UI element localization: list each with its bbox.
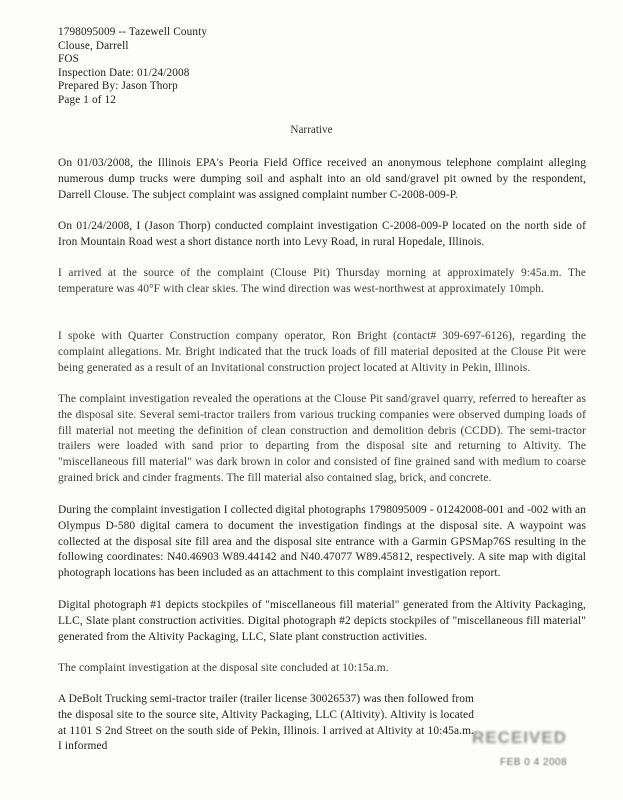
paragraph-investigation-findings: The complaint investigation revealed the operations at the Clouse Pit sand/gravel quarry, referred to hereafter as the disposal site. Several semi-tractor trailers from various trucking companies were observed dumping loads of fill material not meeting the definition of clean construction and demolition debris (CCDD). The semi-tractor trailers were loaded with sand prior to departing from the disposal site and returning to Altivity. The "miscellaneous fill material" was dark brown in color and consisted of fine grained sand with medium to coarse grained brick and cinder fragments. The fill material also contained slag, brick, and concrete. [58,393,586,484]
paragraph-investigation-concluded: The complaint investigation at the disposal site concluded at 10:15a.m. [58,662,389,674]
inspection-date-line: Inspection Date: 01/24/2008 [58,66,190,79]
paragraph-investigation-location: On 01/24/2008, I (Jason Thorp) conducted complaint investigation C-2008-009-P located on the north side of Iron Mountain Road west a short distance north into Levy Road, in rural Hopedale, Illinois. [58,220,586,248]
page-number-line: Page 1 of 12 [58,93,117,106]
paragraph-photographs-gps: During the complaint investigation I collected digital photographs 1798095009 - 01242008-001 and -002 with an Olympus D-580 digital camera to document the investigation findings at the disposal site. A waypoint was collected at the disposal site fill area and the disposal site entrance with a Garmin GPSMap76S resulting in the following coordinates: N40.46903 W89.44142 and N40.47077 W89.45812, respectively. A site map with digital photograph locations has been included as an attachment to this complaint investigation report. [58,504,586,580]
section-title: Narrative [290,124,333,136]
paragraph-arrival-weather: I arrived at the source of the complaint (Clouse Pit) Thursday morning at approximately 9:45a.m. The temperature was 40°F with clear skies. The wind direction was west-northwest at approximately 10mph. [58,267,586,295]
respondent-line: Clouse, Darrell [58,39,129,52]
received-stamp-date: FEB 0 4 2008 [500,757,568,768]
site-id-line: 1798095009 -- Tazewell County [58,26,208,38]
paragraph-complaint-received: On 01/03/2008, the Illinois EPA's Peoria Field Office received an anonymous telephone complaint alleging numerous dump trucks were dumping soil and asphalt into an old sand/gravel pit owned by the respondent, Darrell Clouse. The subject complaint was assigned complaint number C-2008-009-P. [58,157,586,201]
paragraph-truck-followed: A DeBolt Trucking semi-tractor trailer (trailer license 30026537) was then followed from the disposal site to the source site, Altivity Packaging, LLC (Altivity). Altivity is located at 1101 S 2nd Street on the south side of Pekin, Illinois. I arrived at Altivity at 10:45a.m. I informed [58,693,474,753]
program-line: FOS [58,53,79,66]
prepared-by-line: Prepared By: Jason Thorp [58,80,178,93]
paragraph-photo-descriptions: Digital photograph #1 depicts stockpiles of "miscellaneous fill material" generated from the Altivity Packaging, LLC, Slate plant construction activities. Digital photograph #2 depicts stockpiles of "miscellaneous fill material" generated from the Altivity Packaging, LLC, Slate plant construction activities. [58,599,586,643]
document-header [58,26,207,108]
received-stamp: RECEIVED [472,728,567,747]
paragraph-operator-interview: I spoke with Quarter Construction company operator, Ron Bright (contact# 309-697-6126), regarding the complaint allegations. Mr. Bright indicated that the truck loads of fill material deposited at the Clouse Pit were being generated as a result of an Invitational construction project located at Altivity in Pekin, Illinois. [58,330,586,374]
